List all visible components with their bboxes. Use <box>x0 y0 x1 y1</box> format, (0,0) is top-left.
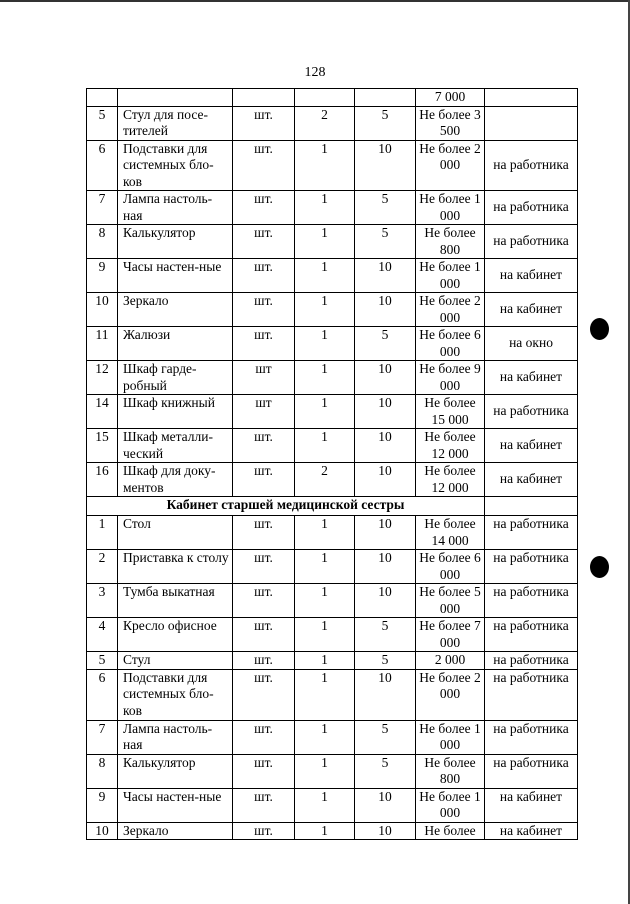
cell-years: 5 <box>355 327 416 361</box>
cell-price: Не более 2 000 <box>416 669 485 720</box>
cell-qty: 1 <box>295 550 355 584</box>
cell-years: 10 <box>355 788 416 822</box>
cell-qty: 2 <box>295 463 355 497</box>
cell-num: 8 <box>87 754 118 788</box>
cell-price: Не более 1 000 <box>416 720 485 754</box>
cell-num: 5 <box>87 106 118 140</box>
cell-num: 6 <box>87 140 118 191</box>
table-row <box>87 618 578 652</box>
cell-num: 10 <box>87 293 118 327</box>
cell-name: Жалюзи <box>118 327 233 361</box>
cell-price: Не более 2 000 <box>416 293 485 327</box>
cell-price: Не более 6 000 <box>416 550 485 584</box>
cell-years: 10 <box>355 822 416 840</box>
cell-num: 14 <box>87 395 118 429</box>
cell-name: Шкаф металли-ческий <box>118 429 233 463</box>
cell-qty: 1 <box>295 618 355 652</box>
cell-price: Не более 1 000 <box>416 259 485 293</box>
cell-num: 6 <box>87 669 118 720</box>
cell-years: 10 <box>355 140 416 191</box>
cell-unit: шт. <box>233 327 295 361</box>
cell-name: Подставки для системных бло-ков <box>118 669 233 720</box>
cell-note <box>485 106 578 140</box>
cell-name: Зеркало <box>118 822 233 840</box>
table-row <box>87 327 578 361</box>
section-note-cell <box>485 497 578 516</box>
cell-years: 10 <box>355 395 416 429</box>
cell-num: 7 <box>87 191 118 225</box>
cell-name: Калькулятор <box>118 225 233 259</box>
cell-unit: шт. <box>233 516 295 550</box>
table-row <box>87 429 578 463</box>
cell-note: на работника <box>485 516 578 550</box>
cell-num: 10 <box>87 822 118 840</box>
cell-price: Не более 800 <box>416 225 485 259</box>
cell-name: Шкаф гарде-робный <box>118 361 233 395</box>
cell-price: Не более 7 000 <box>416 618 485 652</box>
section-title: Кабинет старшей медицинской сестры <box>87 497 485 516</box>
cell-name: Стол <box>118 516 233 550</box>
cell-years: 10 <box>355 550 416 584</box>
cell-price: Не более 1 000 <box>416 788 485 822</box>
cell-name: Зеркало <box>118 293 233 327</box>
table-row <box>87 191 578 225</box>
cell-name: Часы настен-ные <box>118 259 233 293</box>
cell-unit: шт <box>233 361 295 395</box>
cell-name <box>118 89 233 107</box>
cell-price: 7 000 <box>416 89 485 107</box>
cell-price: 2 000 <box>416 652 485 670</box>
cell-price: Не более 9 000 <box>416 361 485 395</box>
table-row <box>87 669 578 720</box>
cell-qty: 1 <box>295 822 355 840</box>
cell-price: Не более 5 000 <box>416 584 485 618</box>
cell-price: Не более 14 000 <box>416 516 485 550</box>
table-row <box>87 395 578 429</box>
cell-qty: 1 <box>295 361 355 395</box>
cell-qty: 1 <box>295 788 355 822</box>
cell-qty: 1 <box>295 395 355 429</box>
cell-years: 5 <box>355 106 416 140</box>
cell-name: Шкаф книжный <box>118 395 233 429</box>
cell-unit: шт <box>233 395 295 429</box>
cell-num: 9 <box>87 259 118 293</box>
cell-unit <box>233 89 295 107</box>
cell-num <box>87 89 118 107</box>
cell-years: 10 <box>355 463 416 497</box>
cell-note: на кабинет <box>485 788 578 822</box>
cell-unit: шт. <box>233 550 295 584</box>
cell-num: 11 <box>87 327 118 361</box>
cell-years: 5 <box>355 225 416 259</box>
table-row <box>87 361 578 395</box>
table-row <box>87 584 578 618</box>
cell-unit: шт. <box>233 191 295 225</box>
cell-num: 8 <box>87 225 118 259</box>
cell-price: Не более 12 000 <box>416 463 485 497</box>
cell-unit: шт. <box>233 106 295 140</box>
table-row <box>87 106 578 140</box>
cell-note: на работника <box>485 225 578 259</box>
cell-unit: шт. <box>233 669 295 720</box>
table-row <box>87 225 578 259</box>
table-row <box>87 754 578 788</box>
cell-name: Часы настен-ные <box>118 788 233 822</box>
cell-unit: шт. <box>233 293 295 327</box>
punch-hole-mark <box>590 318 609 340</box>
cell-note: на работника <box>485 191 578 225</box>
table-row <box>87 89 578 107</box>
cell-num: 16 <box>87 463 118 497</box>
cell-name: Кресло офисное <box>118 618 233 652</box>
cell-price: Не более 3 500 <box>416 106 485 140</box>
table-row <box>87 259 578 293</box>
cell-num: 4 <box>87 618 118 652</box>
cell-note: на работника <box>485 550 578 584</box>
cell-unit: шт. <box>233 788 295 822</box>
cell-years: 5 <box>355 191 416 225</box>
cell-qty: 1 <box>295 259 355 293</box>
cell-years: 5 <box>355 618 416 652</box>
cell-qty: 1 <box>295 293 355 327</box>
cell-unit: шт. <box>233 720 295 754</box>
cell-name: Лампа настоль-ная <box>118 191 233 225</box>
cell-note: на кабинет <box>485 293 578 327</box>
cell-name: Стул для посе-тителей <box>118 106 233 140</box>
section-row <box>87 497 578 516</box>
cell-price: Не более 2 000 <box>416 140 485 191</box>
table-row <box>87 720 578 754</box>
cell-note: на работника <box>485 669 578 720</box>
cell-price: Не более <box>416 822 485 840</box>
cell-name: Лампа настоль-ная <box>118 720 233 754</box>
cell-unit: шт. <box>233 754 295 788</box>
cell-qty: 1 <box>295 584 355 618</box>
punch-hole-mark <box>590 556 609 578</box>
cell-note: на окно <box>485 327 578 361</box>
table-body-bottom <box>87 516 578 840</box>
cell-qty: 1 <box>295 225 355 259</box>
furniture-table <box>86 88 578 840</box>
section-header-body <box>87 497 578 516</box>
cell-qty: 1 <box>295 754 355 788</box>
cell-years: 10 <box>355 516 416 550</box>
cell-num: 3 <box>87 584 118 618</box>
cell-qty: 1 <box>295 669 355 720</box>
cell-name: Стул <box>118 652 233 670</box>
cell-unit: шт. <box>233 429 295 463</box>
cell-qty: 1 <box>295 140 355 191</box>
table-row <box>87 140 578 191</box>
cell-unit: шт. <box>233 259 295 293</box>
cell-note: на кабинет <box>485 429 578 463</box>
cell-unit: шт. <box>233 584 295 618</box>
page-edge-top <box>0 0 630 2</box>
cell-unit: шт. <box>233 618 295 652</box>
cell-years: 10 <box>355 584 416 618</box>
cell-note: на работника <box>485 584 578 618</box>
cell-note <box>485 89 578 107</box>
table-row <box>87 652 578 670</box>
cell-name: Приставка к столу <box>118 550 233 584</box>
cell-qty: 1 <box>295 516 355 550</box>
cell-years: 10 <box>355 669 416 720</box>
cell-price: Не более 6 000 <box>416 327 485 361</box>
cell-note: на кабинет <box>485 822 578 840</box>
cell-qty: 1 <box>295 429 355 463</box>
cell-unit: шт. <box>233 822 295 840</box>
cell-years: 10 <box>355 293 416 327</box>
cell-price: Не более 15 000 <box>416 395 485 429</box>
cell-note: на работника <box>485 395 578 429</box>
cell-name: Калькулятор <box>118 754 233 788</box>
cell-note: на кабинет <box>485 463 578 497</box>
cell-qty: 1 <box>295 720 355 754</box>
table-row <box>87 463 578 497</box>
cell-price: Не более 1 000 <box>416 191 485 225</box>
cell-years <box>355 89 416 107</box>
cell-note: на кабинет <box>485 259 578 293</box>
cell-num: 12 <box>87 361 118 395</box>
cell-qty: 1 <box>295 652 355 670</box>
table-row <box>87 822 578 840</box>
cell-num: 1 <box>87 516 118 550</box>
cell-price: Не более 800 <box>416 754 485 788</box>
cell-years: 10 <box>355 259 416 293</box>
cell-years: 10 <box>355 429 416 463</box>
cell-name: Подставки для системных бло-ков <box>118 140 233 191</box>
cell-num: 9 <box>87 788 118 822</box>
cell-qty: 1 <box>295 327 355 361</box>
cell-qty: 2 <box>295 106 355 140</box>
cell-unit: шт. <box>233 652 295 670</box>
cell-name: Шкаф для доку-ментов <box>118 463 233 497</box>
cell-qty <box>295 89 355 107</box>
cell-unit: шт. <box>233 140 295 191</box>
cell-note: на работника <box>485 754 578 788</box>
cell-years: 5 <box>355 652 416 670</box>
cell-years: 5 <box>355 754 416 788</box>
cell-num: 5 <box>87 652 118 670</box>
cell-note: на работника <box>485 618 578 652</box>
cell-note: на работника <box>485 652 578 670</box>
cell-num: 15 <box>87 429 118 463</box>
table-row <box>87 550 578 584</box>
cell-years: 10 <box>355 361 416 395</box>
cell-years: 5 <box>355 720 416 754</box>
table-row <box>87 516 578 550</box>
cell-num: 2 <box>87 550 118 584</box>
table-body-top <box>87 89 578 497</box>
cell-price: Не более 12 000 <box>416 429 485 463</box>
cell-note: на работника <box>485 720 578 754</box>
cell-qty: 1 <box>295 191 355 225</box>
cell-name: Тумба выкатная <box>118 584 233 618</box>
page-number: 128 <box>304 65 326 80</box>
cell-num: 7 <box>87 720 118 754</box>
table-row <box>87 788 578 822</box>
cell-note: на кабинет <box>485 361 578 395</box>
cell-unit: шт. <box>233 225 295 259</box>
cell-note: на работника <box>485 140 578 191</box>
table-row <box>87 293 578 327</box>
cell-unit: шт. <box>233 463 295 497</box>
